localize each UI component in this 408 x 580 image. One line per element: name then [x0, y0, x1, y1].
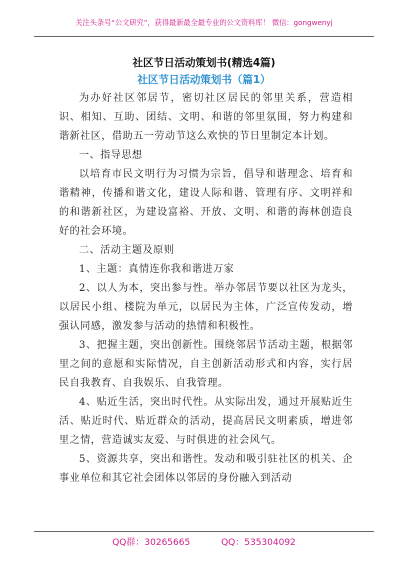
paragraph-guiding-ideology: 以培育市民文明行为习惯为宗旨，倡导和谐理念、培育和谐精神，传播和谐文化，建设人际和谐、管理有序、文明祥和的和谐新社区，为建设富裕、开放、文明、和谐的海林创造良好的社会环境。 — [59, 169, 353, 237]
document-subtitle: 社区节日活动策划书（篇1） — [137, 74, 271, 86]
paragraph-item-2: 2、以人为本，突出参与性。举办邻居节要以社区为龙头，以居民小组、楼院为单元，以居民为主体，广泛宣传发动，增强认同感，激发参与活动的热情和积极性。 — [59, 283, 353, 332]
section-heading-guiding-ideology: 一、指导思想 — [79, 150, 143, 161]
paragraph-intro: 为办好社区邻居节，密切社区居民的邻里关系，营造相识、相知、互助、团结、文明、和谐的邻里氛围，努力构建和谐新社区，借助五一劳动节这么欢快的节日里制定本计划。 — [59, 93, 353, 142]
footer-contact — [0, 535, 408, 548]
document-body — [59, 89, 353, 488]
footer-divider — [34, 531, 374, 532]
header-divider — [34, 36, 374, 37]
header-promo-text: 关注头条号“公文研究”，获得最新最全最专业的公文资料库！ 微信：gongwenyj — [75, 18, 333, 27]
paragraph-item-3: 3、把握主题，突出创新性。围绕邻居节活动主题，根据邻里之间的意愿和实际情况，自主创新活动形式和内容，实行居民自我教育、自我娱乐、自我管理。 — [59, 340, 353, 389]
paragraph-item-4: 4、贴近生活，突出时代性。从实际出发，通过开展贴近生活、贴近时代、贴近群众的活动，提高居民文明素质，增进邻里之情，营造诚实友爱、与时俱进的社会风气。 — [59, 397, 353, 446]
paragraph-item-1: 1、主题：真情连你我和谐进万家 — [79, 264, 235, 275]
section-heading-theme-principles: 二、活动主题及原则 — [79, 245, 175, 256]
paragraph-item-5: 5、资源共享，突出和谐性。发动和吸引驻社区的机关、企事业单位和其它社会团体以邻居的身份融入到活动 — [59, 454, 353, 484]
footer-qq-group: QQ群：30265665 — [112, 538, 191, 548]
footer-qq-number: QQ：535304092 — [221, 538, 296, 548]
document-title: 社区节日活动策划书(精选4篇) — [132, 57, 276, 69]
